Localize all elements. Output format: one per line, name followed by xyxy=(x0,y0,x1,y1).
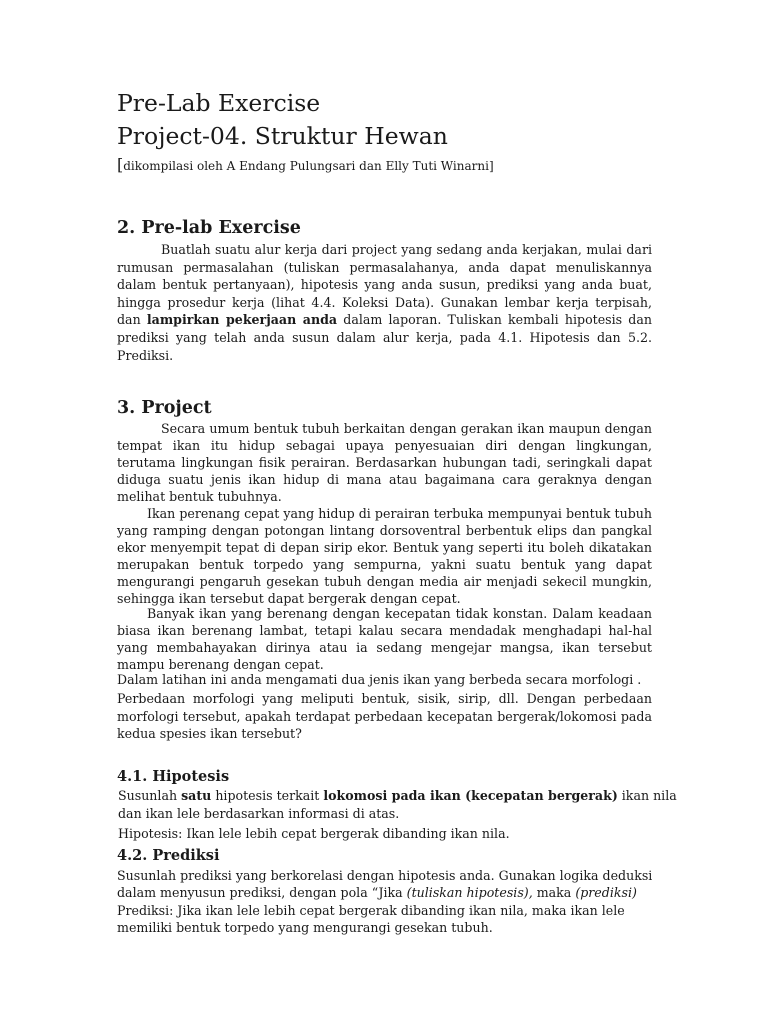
section-4-2-number: 4.2 xyxy=(117,847,143,864)
prediksi-instruction-italic-1: (tuliskan hipotesis), xyxy=(406,885,533,900)
section-4-2-line-1: Susunlah prediksi yang berkorelasi dengan hipotesis anda. Gunakan logika deduksi xyxy=(117,868,653,883)
document-title: Pre-Lab Exercise xyxy=(117,89,321,117)
section-3-paragraph-2: Ikan perenang cepat yang hidup di perairan terbuka mempunyai bentuk tubuh yang ramping dengan potongan lintang dorsoventral berbentuk elips dan pangkal ekor menyempit tepat di depan sirip ekor. Bentuk yang seperti itu boleh dikatakan merupakan bentuk torpedo yang sempurna, yakni suatu bentuk yang dapat mengurangi pengaruh gesekan tubuh dengan media air menjadi sekecil mungkin, sehingga ikan tersebut dapat bergerak dengan cepat. xyxy=(117,506,652,606)
hipotesis-statement: Hipotesis: Ikan lele lebih cepat bergerak dibanding ikan nila. xyxy=(118,826,510,841)
document-subtitle: Project-04. Struktur Hewan xyxy=(117,122,448,150)
credit-bracket: [ xyxy=(117,155,124,174)
section-4-1-number: 4.1 xyxy=(117,768,143,785)
section-4-2-title: . Prediksi xyxy=(142,847,220,864)
hipotesis-instruction-e: ikan nila xyxy=(617,788,677,803)
section-3-paragraph-1: Secara umum bentuk tubuh berkaitan dengan gerakan ikan maupun dengan tempat ikan itu hidup sebagai upaya penyesuaian diri dengan lingkungan, terutama lingkungan fisik perairan. Berdasarkan hubungan tadi, seringkali dapat diduga suatu jenis ikan hidup di mana atau bagaimana cara geraknya dengan melihat bentuk tubuhnya. xyxy=(117,421,652,504)
section-2-heading: 2. Pre-lab Exercise xyxy=(117,218,301,238)
section-4-1-line-2: dan ikan lele berdasarkan informasi di atas. xyxy=(118,806,400,821)
credit-line xyxy=(117,156,494,175)
hipotesis-instruction-c: hipotesis terkait xyxy=(211,788,324,803)
prediksi-statement-line-2: memiliki bentuk torpedo yang mengurangi gesekan tubuh. xyxy=(117,920,493,935)
section-4-2-line-2 xyxy=(117,884,637,901)
section-2-text-c: dalam laporan. Tuliskan kembali hipotesis dan prediksi yang telah anda susun dalam alur kerja, pada 4.1. Hipotesis dan 5.2. Prediksi. xyxy=(117,312,652,363)
section-4-1-heading xyxy=(117,767,229,787)
section-4-1-line-1 xyxy=(118,787,677,804)
hipotesis-instruction-a: Susunlah xyxy=(118,788,182,803)
prediksi-instruction-b: maka xyxy=(532,885,576,900)
section-4-2-heading xyxy=(117,846,219,866)
section-3-paragraph-5: Perbedaan morfologi yang meliputi bentuk, sisik, sirip, dll. Dengan perbedaan morfologi tersebut, apakah terdapat perbedaan kecepatan bergerak/lokomosi pada kedua spesies ikan tersebut? xyxy=(117,691,652,742)
section-2-text-a: Buatlah suatu alur kerja dari project yang sedang anda kerjakan, mulai dari rumusan permasalahan (tuliskan permasalahanya, anda dapat menuliskannya dalam bentuk pertanyaan), hipotesis yang anda susun, prediksi yang anda buat, hingga prosedur kerja (lihat 4.4. Koleksi Data). Gunakan lembar kerja terpisah, dan xyxy=(117,242,652,328)
section-2-paragraph xyxy=(117,241,652,364)
section-4-1-title: . Hipotesis xyxy=(142,768,230,785)
hipotesis-instruction-bold-1: satu xyxy=(181,788,212,803)
section-2-bold-text: lampirkan pekerjaan anda xyxy=(146,312,338,328)
prediksi-statement-line-1: Prediksi: Jika ikan lele lebih cepat bergerak dibanding ikan nila, maka ikan lele xyxy=(117,903,625,918)
hipotesis-instruction-bold-2: lokomosi pada ikan (kecepatan bergerak) xyxy=(323,788,618,803)
section-3-paragraph-3: Banyak ikan yang berenang dengan kecepatan tidak konstan. Dalam keadaan biasa ikan berenang lambat, tetapi kalau secara mendadak menghadapi hal-hal yang membahayakan dirinya atau ia sedang mengejar mangsa, ikan tersebut mampu berenang dengan cepat. xyxy=(117,606,652,672)
section-3-paragraph-4: Dalam latihan ini anda mengamati dua jenis ikan yang berbeda secara morfologi . xyxy=(117,672,642,687)
section-3-heading: 3. Project xyxy=(117,398,212,418)
prediksi-instruction-italic-2: (prediksi) xyxy=(575,885,637,900)
prediksi-instruction-a: dalam menyusun prediksi, dengan pola “Jika xyxy=(117,885,407,900)
credit-text: dikompilasi oleh A Endang Pulungsari dan Elly Tuti Winarni] xyxy=(123,159,494,173)
